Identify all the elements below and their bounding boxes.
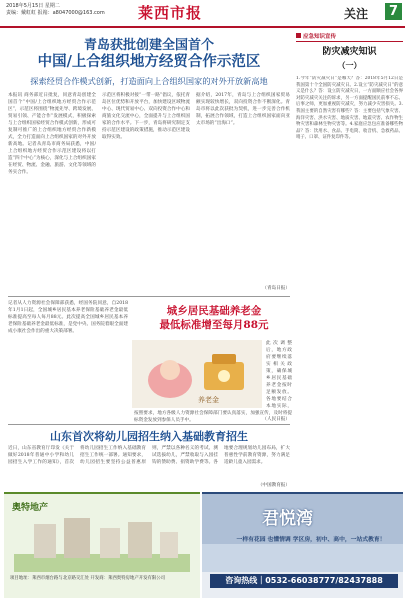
pension-column-3: 按照要求，地方各级人力资源社会保障部门要认真落实，加强宣传，及时将提标资金发放到参保人员手中。 [134, 411, 292, 422]
lead-headline [10, 38, 288, 70]
lead-column-3: 据介绍，2017年，青岛与上合组织国家贸易额实现较快增长，双向投资合作不断深化。青岛市将以此次获批为契机，进一步完善合作机制，拓展合作领域，打造上合组织国家面向亚太市场的“出海口”。 [196, 93, 290, 126]
pension-headline-line1: 城乡居民基础养老金 [166, 305, 262, 317]
editor-line: 责编：戴虹虹 报箱：a8047000@163.com [6, 10, 105, 16]
ad-right-slogan: 一样有花园 也懂情调 学区房，初中、高中，一站式教育！ [236, 537, 386, 543]
page-number: 7 [385, 3, 402, 20]
pension-column-2: 此次调整后，地方政府要继续落实相关政策，确保城乡居民基础养老金按时足额发放。各地要结合本地实际， [266, 341, 292, 408]
sidebar-tag-text: 应急知识宣传 [303, 34, 337, 40]
lead-headline-line2: 中国/上合组织地方经贸合作示范区 [37, 53, 261, 70]
sidebar-tag [296, 32, 403, 42]
divider [8, 424, 290, 425]
pension-source: （人民日报） [262, 417, 290, 422]
section-label: 关注 [344, 7, 369, 21]
sidebar-body: 1.今年“防灾减灾日”是哪天？答：2018年5月12日是我国第十个全国防灾减灾日。2.设立“防灾减灾日”的意义是什么？答：设立防灾减灾日，一方面顺应社会各界对防灾减灾关注的诉求，另一方面提醒国民前事不忘、后事之师，更加重视防灾减灾，努力减少灾害损失。3.我国主要的自然灾害有哪些？答：主要包括气象灾害、海洋灾害、洪水灾害、地质灾害、地震灾害、农作物生物灾害和森林生物灾害等。4.家庭应急包应准备哪些物品？答：饮用水、食品、手电筒、收音机、急救药品、哨子、口罩、证件复印件等。 [296, 76, 403, 141]
divider [8, 296, 290, 297]
lead-column-2: 示范区将积极对接“一带一路”倡议，依托青岛区位优势和开放平台，加快建设区域物流中心、现代贸易中心、双向投资合作中心和商旅文化交流中心，全面提升与上合组织国家的合作水平。下一步，青岛将研究制定支持示范区建设的政策措施，推动示范区建设取得实效。 [102, 93, 190, 140]
ad-junyue-bay[interactable] [202, 492, 403, 598]
square-icon [296, 33, 301, 38]
lead-column-1: 本报讯 商务部近日批复，同意青岛创建全国首个“中国/上合组织地方经贸合作示范区”，示范区将围绕“物流先导、跨境发展、贸易引领、产能合作”发展模式，积极探索与上合组织国家经贸合作模式创新，形成可复制可推广的上合组织地方经贸合作新模式，全力打造面向上合组织国家的对外开放新高地。记者从青岛市商务局获悉，中国/上合组织地方经贸合作示范区建设将以打造“四个中心”为核心，深化与上合组织国家在经贸、物流、金融、旅游、文化等领域的务实合作。 [8, 93, 96, 175]
ad-left-address: 项目地址：莱西市烟台路与北京路交汇处 开发商：莱西奥特房地产开发有限公司 [10, 576, 166, 581]
header-meta [6, 3, 105, 17]
sidebar-subtitle: （一） [337, 60, 362, 70]
lead-headline-line1: 青岛获批创建全国首个 [83, 38, 214, 53]
lead-source: （青岛日报） [262, 286, 290, 291]
kindergarten-headline: 山东首次将幼儿园招生纳入基础教育招生 [50, 430, 248, 443]
pension-column-1: 记者从人力资源社会保障部获悉，经国务院同意，自2018年1月1日起，全国城乡居民基本养老保险基础养老金最低标准提高至每人每月88元。此次提高全国城乡居民基本养老保险基础养老金最低标准，是党中央、国务院着眼全面建成小康社会作出的重大决策部署。 [8, 301, 128, 334]
pension-illustration [132, 340, 262, 408]
masthead: 莱西市报 [138, 4, 203, 22]
ad-left-brand: 奥特地产 [12, 503, 49, 513]
pension-headline [134, 304, 294, 332]
ad-right-brand: 君悦湾 [262, 509, 313, 529]
page-header [0, 0, 405, 28]
sidebar-title: 防灾减灾知识 [322, 47, 377, 57]
illustration-caption: 养老金 [198, 396, 219, 404]
kindergarten-source: （中国教育报） [257, 483, 290, 488]
pension-headline-line2: 最低标准增至每月88元 [159, 319, 269, 331]
sidebar [296, 32, 403, 492]
lead-subtitle: 探索经贸合作模式创新，打造面向上合组织国家的对外开放新高地 [30, 76, 268, 86]
hotline-bar[interactable]: 咨询热线｜0532-66038777/82437888 [210, 574, 398, 588]
date-line: 2018年5月15日 星期二 [6, 3, 60, 9]
ad-aote-realestate[interactable] [4, 492, 200, 598]
building-illustration [14, 514, 190, 572]
kindergarten-body: 近日，山东省教育厅印发《关于做好2018年普通中小学和幼儿园招生入学工作的通知》，首次将幼儿园招生工作纳入基础教育招生工作统一部署。通知要求，幼儿园招生要坚持公益普惠原则，严禁以各种名义的考试、测试选拔幼儿，严禁收取与入园挂钩的赞助费、捐资助学费等。各地要合理规划幼儿园布局，扩大普惠性学前教育资源，努力满足适龄儿童入园需求。 [8, 446, 290, 465]
